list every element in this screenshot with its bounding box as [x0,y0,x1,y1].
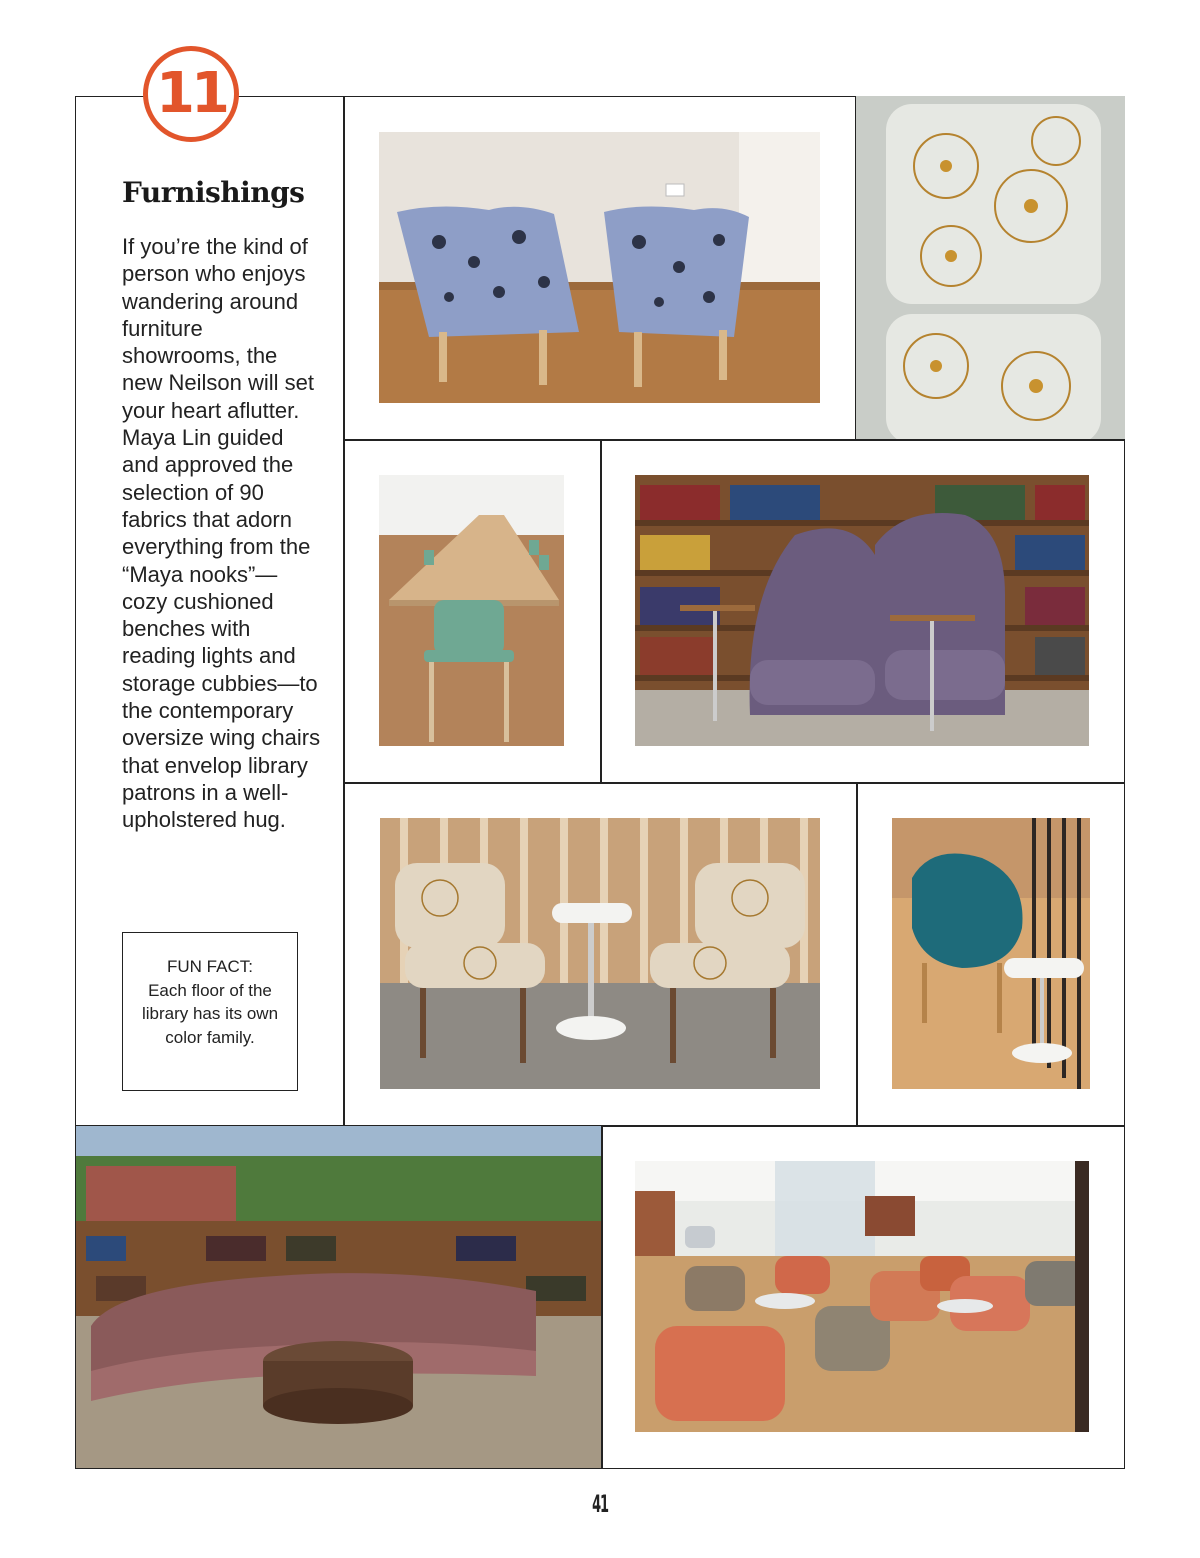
column-divider [343,96,345,1125]
photo-curved-sofa [76,1126,601,1468]
cell-divider-r3 [856,782,858,1125]
fun-fact-box [122,932,298,1091]
row-divider-1 [343,439,1125,441]
cell-divider-r4 [601,1125,603,1469]
section-number: 11 [156,61,226,126]
page-number: 41 [592,1490,608,1518]
photo-purple-wing-chairs [635,475,1089,746]
photo-teal-chair [892,818,1090,1089]
section-number-badge [143,46,239,142]
photo-floral-lounge-chairs [380,818,820,1089]
cell-divider-r2 [600,439,602,782]
section-title: Furnishings [122,176,305,209]
fun-fact-text: Each floor of the library has its own color family. [141,980,279,1047]
photo-floral-fabric [856,96,1125,439]
photo-patterned-chairs [379,132,820,403]
photo-lounge-area [635,1161,1089,1432]
photo-long-table [379,475,564,746]
fun-fact-label: FUN FACT: [167,957,253,976]
section-body: If you’re the kind of person who enjoys wandering around furniture showrooms, the new Neilson will set your heart aflutter. Maya Lin guided and approved the selection of 90 fabrics that adorn everything from the “Maya nooks”—cozy cushioned benches with reading lights and storage cubbies—to the contemporary oversize wing chairs that envelop library patrons in a well-upholstered hug. [122,234,321,833]
row-divider-2 [343,782,1125,784]
